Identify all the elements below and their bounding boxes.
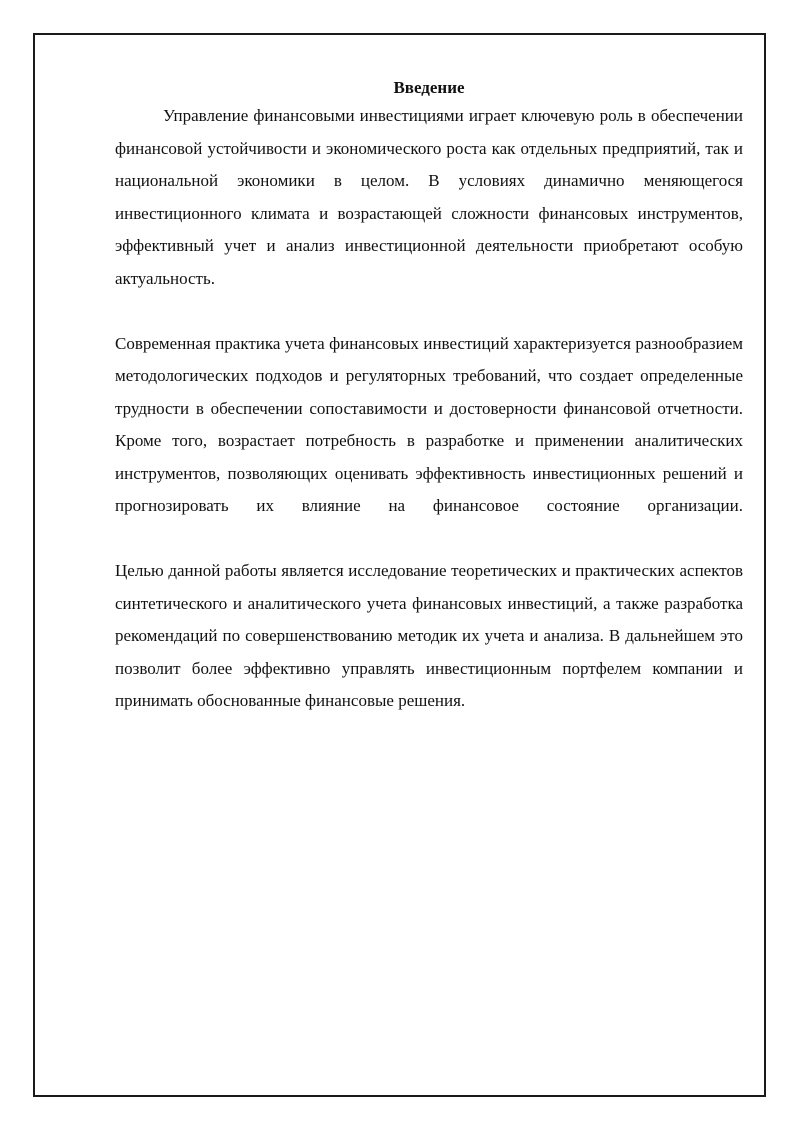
document-body — [115, 77, 743, 718]
paragraph-gap — [115, 523, 743, 556]
paragraph-intro: Управление финансовыми инвестициями играет ключевую роль в обеспечении финансовой устойчивости и экономического роста как отдельных предприятий, так и национальной экономики в целом. В условиях динамично меняющегося инвестиционного климата и возрастающей сложности финансовых инструментов, эффективный учет и анализ инвестиционной деятельности приобретают особую актуальность. — [115, 106, 743, 288]
paragraph-gap — [115, 295, 743, 328]
paragraph-goal: Целью данной работы является исследование теоретических и практических аспектов синтетического и аналитического учета финансовых инвестиций, а также разработка рекомендаций по совершенствованию методик их учета и анализа. В дальнейшем это позволит более эффективно управлять инвестиционным портфелем компании и принимать обоснованные финансовые решения. — [115, 561, 743, 710]
document-title: Введение — [393, 78, 465, 97]
paragraph-practice: Современная практика учета финансовых инвестиций характеризуется разнообразием методологических подходов и регуляторных требований, что создает определенные трудности в обеспечении сопоставимости и достоверности финансовой отчетности. Кроме того, возрастает потребность в разработке и применении аналитических инструментов, позволяющих оценивать эффективность инвестиционных решений и прогнозировать их влияние на финансовое состояние организации. — [115, 333, 743, 515]
